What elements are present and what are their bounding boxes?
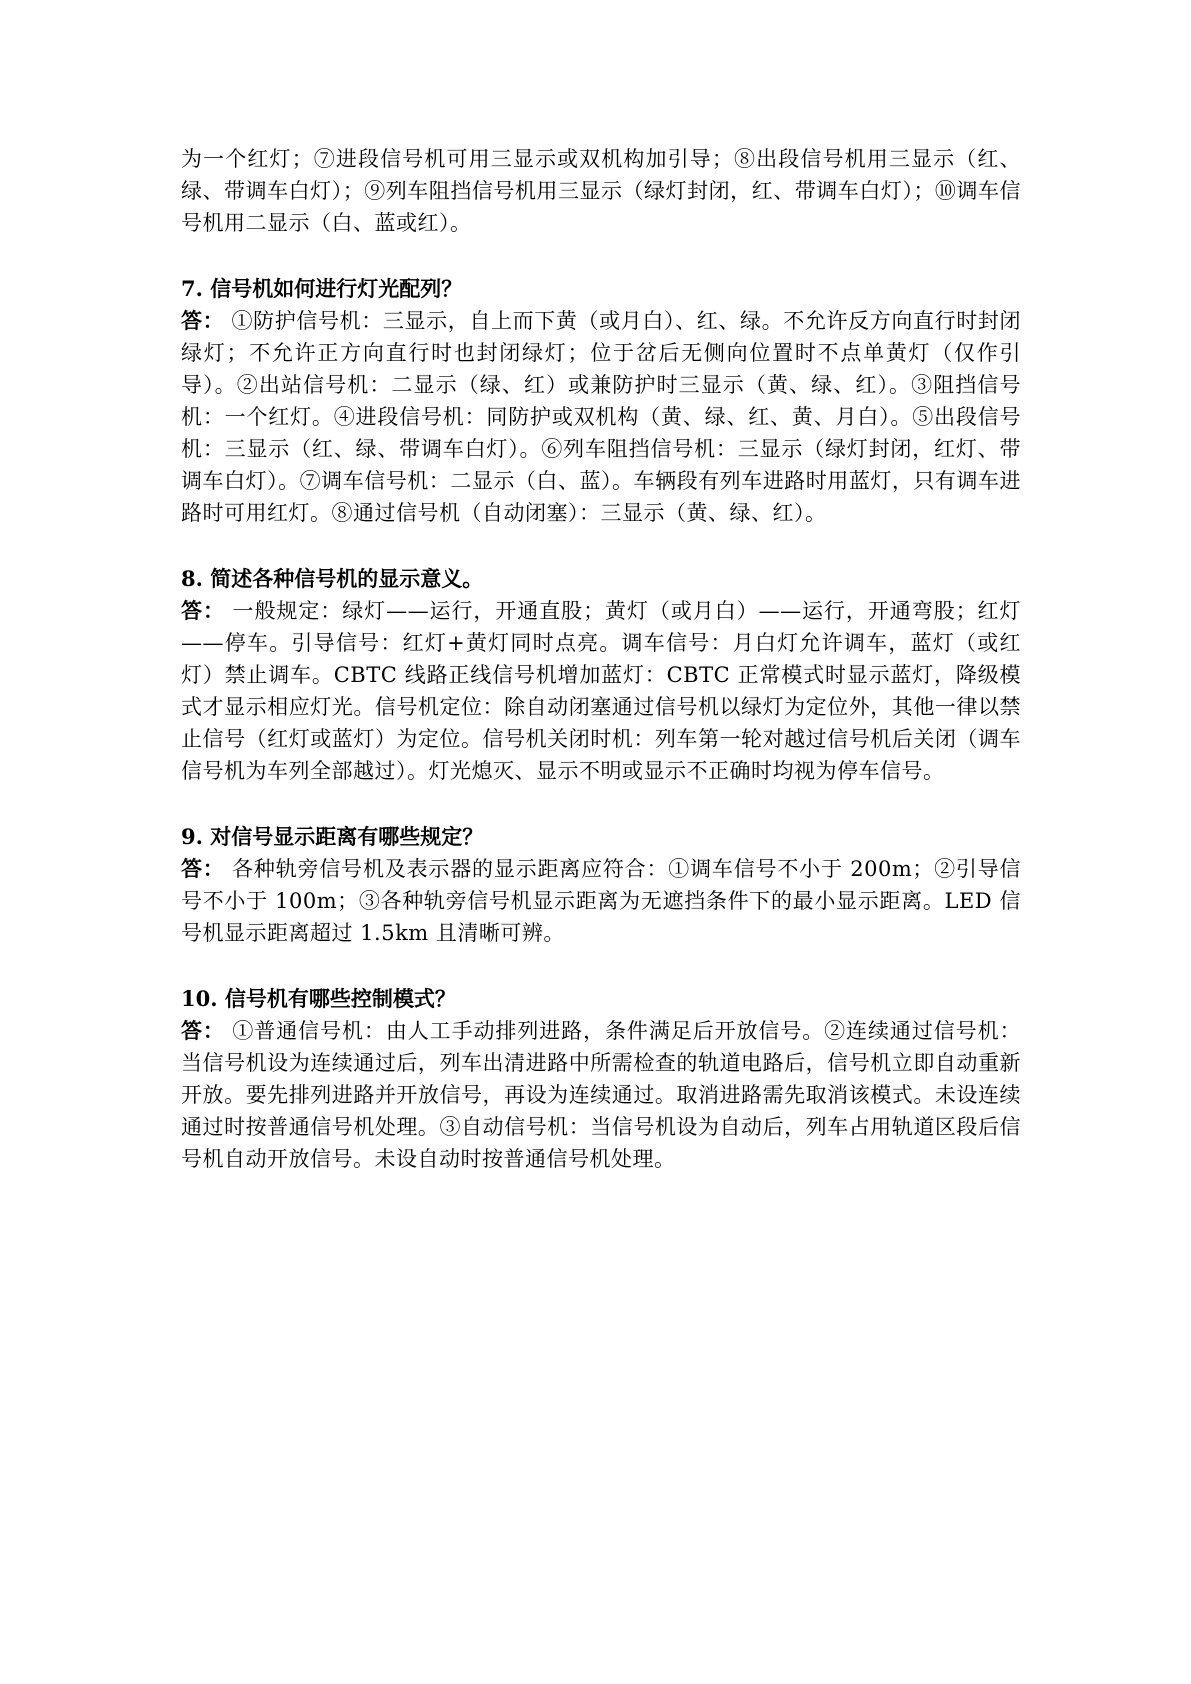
answer-text: 一般规定：绿灯——运行，开通直股；黄灯（或月白）——运行，开通弯股；红灯——停车。引导信号：红灯+黄灯同时点亮。调车信号：月白灯允许调车，蓝灯（或红灯）禁止调车。CBTC 线路正线信号机增加蓝灯：CBTC 正常模式时显示蓝灯，降级模式才显示相应灯光。信号机定位：除自动闭塞通过信号机以绿灯为定位外，其他一律以禁止信号（红灯或蓝灯）为定位。信号机关闭时机：列车第一轮对越过信号机后关闭（调车信号机为车列全部越过）。灯光熄灭、显示不明或显示不正确时均视为停车信号。 — [181, 599, 1021, 783]
answer-paragraph — [181, 853, 1021, 949]
answer-label: 答： — [181, 598, 225, 623]
answer-label: 答： — [181, 308, 225, 333]
section-q7 — [181, 273, 1021, 529]
intro-paragraph: 为一个红灯；⑦进段信号机可用三显示或双机构加引导；⑧出段信号机用三显示（红、绿、带调车白灯）；⑨列车阻挡信号机用三显示（绿灯封闭，红、带调车白灯）；⑩调车信号机用二显示（白、蓝或红）。 — [181, 147, 1021, 235]
question-title: 8. 简述各种信号机的显示意义。 — [181, 566, 484, 591]
question-title: 7. 信号机如何进行灯光配列？ — [181, 276, 463, 301]
section-q8 — [181, 563, 1021, 787]
answer-paragraph — [181, 305, 1021, 529]
answer-label: 答： — [181, 856, 225, 881]
answer-paragraph — [181, 1015, 1021, 1175]
answer-text: 各种轨旁信号机及表示器的显示距离应符合：①调车信号不小于 200m；②引导信号不小于 100m；③各种轨旁信号机显示距离为无遮挡条件下的最小显示距离。LED 信号机显示距离超过 1.5km 且清晰可辨。 — [181, 857, 1022, 945]
answer-label: 答： — [181, 1018, 225, 1043]
document-page — [181, 143, 1021, 1175]
section-q10 — [181, 983, 1021, 1175]
answer-text: ①防护信号机：三显示，自上而下黄（或月白）、红、绿。不允许反方向直行时封闭绿灯；不允许正方向直行时也封闭绿灯；位于岔后无侧向位置时不点单黄灯（仅作引导）。②出站信号机：二显示（绿、红）或兼防护时三显示（黄、绿、红）。③阻挡信号机：一个红灯。④进段信号机：同防护或双机构（黄、绿、红、黄、月白）。⑤出段信号机：三显示（红、绿、带调车白灯）。⑥列车阻挡信号机：三显示（绿灯封闭，红灯、带调车白灯）。⑦调车信号机：二显示（白、蓝）。车辆段有列车进路时用蓝灯，只有调车进路时可用红灯。⑧通过信号机（自动闭塞）：三显示（黄、绿、红）。 — [181, 309, 1022, 525]
question-title: 9. 对信号显示距离有哪些规定？ — [181, 824, 484, 849]
section-q9 — [181, 821, 1021, 949]
answer-paragraph — [181, 595, 1021, 787]
answer-text: ①普通信号机：由人工手动排列进路，条件满足后开放信号。②连续通过信号机：当信号机设为连续通过后，列车出清进路中所需检查的轨道电路后，信号机立即自动重新开放。要先排列进路并开放信号，再设为连续通过。取消进路需先取消该模式。未设连续通过时按普通信号机处理。③自动信号机：当信号机设为自动后，列车占用轨道区段后信号机自动开放信号。未设自动时按普通信号机处理。 — [181, 1019, 1021, 1171]
question-title: 10. 信号机有哪些控制模式？ — [181, 986, 456, 1011]
